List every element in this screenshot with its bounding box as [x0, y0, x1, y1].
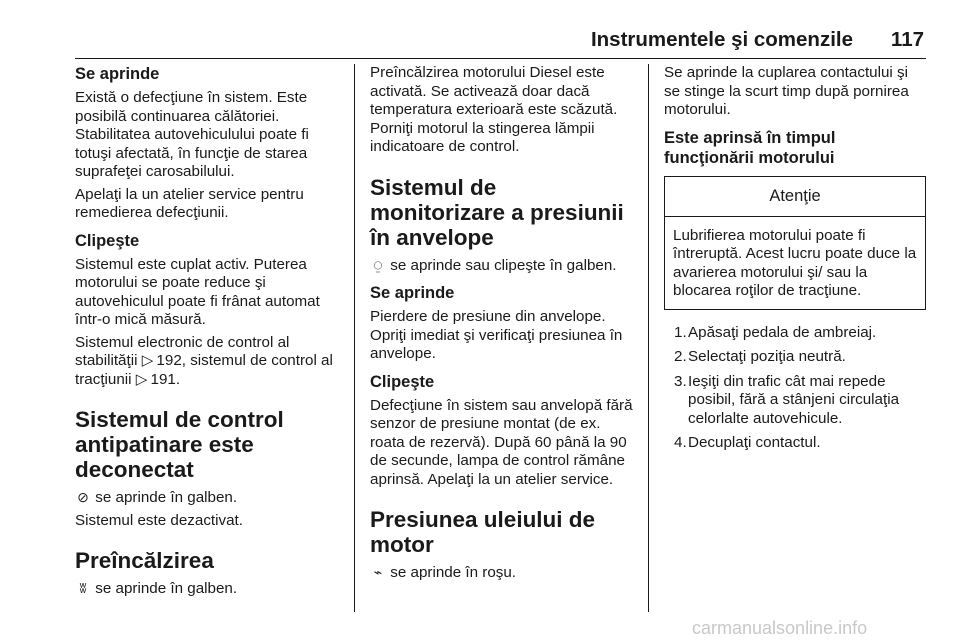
warning-box — [664, 176, 926, 310]
paragraph: Defecţiune în sistem sau anvelopă fără senzor de presiune montat (de ex. roata de rezervă). După 60 până la 90 de secunde, lampa de control rămâne aprinsă. Apelaţi la un atelier service. — [370, 396, 633, 488]
paragraph: Preîncălzirea motorului Diesel este activată. Se activează doar dacă temperatura exterioară este scăzută. Porniţi motorul la stingerea lămpii indicatoare de control. — [370, 64, 618, 155]
paragraph: ⊘ se aprinde în galben. — [75, 488, 343, 508]
column-divider-2 — [648, 64, 649, 612]
list-item: 4. Decuplaţi contactul. — [674, 434, 821, 451]
tire-pressure-icon: ⍜ — [373, 256, 383, 273]
traction-control-off-icon: ⊘ — [77, 489, 89, 505]
paragraph: Sistemul este cuplat activ. Puterea motorului se poate reduce şi autovehiculul poate fi frânat automat într-o mică măsură. — [75, 255, 320, 328]
paragraph: Sistemul este dezactivat. — [75, 511, 243, 529]
chapter-title: Instrumentele şi comenzile — [590, 28, 853, 51]
paragraph: ʬ se aprinde în galben. — [75, 579, 343, 599]
warning-text: Lubrifierea motorului poate fi întreruptă. Acest lucru poate duce la avarierea motorului şi/ sau la blocarea roţilor de tracţiune. — [673, 226, 917, 299]
list-item: 3. Ieşiţi din trafic cât mai repede posibil, fără a stânjeni circulaţia celorlalte autovehicule. — [674, 372, 900, 427]
section-title-preheating: Preîncălzirea — [75, 548, 214, 573]
paragraph: Există o defecţiune în sistem. Este posibilă continuarea călătoriei. Stabilitatea autovehiculului poate fi totuşi afectată, în funcţie de starea suprafeţei carosabilului. — [75, 89, 309, 180]
paragraph: ⍜ se aprinde sau clipeşte în galben. — [370, 256, 636, 276]
warning-title: Atenţie — [665, 177, 925, 217]
section-title-traction-control: Sistemul de control antipatinare este deconectat — [75, 407, 284, 482]
paragraph: Apelaţi la un atelier service pentru remedierea defecţiunii. — [75, 185, 304, 221]
page-ref-icon: ▷ — [141, 352, 154, 369]
paragraph: Pierdere de presiune din anvelope. Opriţi imediat şi verificaţi presiunea în anvelope. — [370, 308, 623, 362]
watermark: carmanualsonline.info — [692, 618, 868, 638]
paragraph: ⌁ se aprinde în roşu. — [370, 563, 636, 583]
column-1 — [75, 64, 343, 603]
list-item: 2. Selectaţi poziţia neutră. — [674, 348, 846, 365]
section-title-tire-pressure: Sistemul de monitorizare a presiunii în anvelope — [370, 174, 624, 250]
heading-se-aprinde: Se aprinde — [75, 65, 160, 83]
list-item: 1. Apăsaţi pedala de ambreiaj. — [674, 323, 877, 341]
page-number: 117 — [890, 28, 924, 51]
section-title-oil-pressure: Presiunea uleiului de motor — [370, 507, 596, 557]
column-2 — [370, 64, 636, 587]
header-rule — [75, 58, 926, 59]
paragraph: Se aprinde la cuplarea contactului şi se stinge la scurt timp după pornirea motorului. — [664, 64, 909, 118]
heading-engine-running: Este aprinsă în timpul funcţionării motorului — [664, 128, 836, 167]
heading-clipeste: Clipeşte — [370, 372, 435, 391]
paragraph: Sistemul electronic de control al stabilităţii ▷ 192, sistemul de control al tracţiunii ▷ 191. — [75, 333, 333, 388]
page-ref-icon: ▷ — [135, 370, 148, 388]
oil-pressure-icon: ⌁ — [373, 564, 383, 580]
heading-se-aprinde: Se aprinde — [370, 284, 455, 302]
column-3 — [664, 64, 926, 459]
glow-plug-icon: ʬ — [79, 580, 87, 596]
steps-list — [664, 324, 926, 453]
heading-clipeste: Clipeşte — [75, 231, 140, 250]
page-header — [75, 28, 926, 52]
column-divider-1 — [354, 64, 355, 612]
